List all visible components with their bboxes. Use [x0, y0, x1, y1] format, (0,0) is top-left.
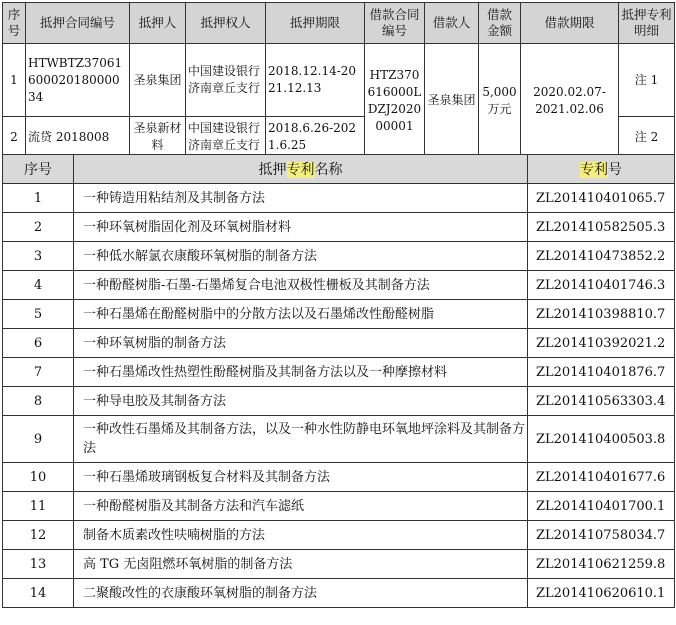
patent-number: ZL201410401065.7 — [528, 184, 675, 213]
patent-name: 制备木质素改性呋喃树脂的方法 — [74, 521, 528, 550]
patent-name: 一种酚醛树脂及其制备方法和汽车滤纸 — [74, 492, 528, 521]
row-contract-no: HTWBTZ3706160002018000034 — [26, 44, 130, 117]
patent-seq: 1 — [3, 184, 74, 213]
header-loan-contract-no: 借款合同编号 — [365, 3, 425, 44]
row-seq: 1 — [3, 44, 26, 117]
table-row — [3, 44, 675, 117]
patent-number: ZL201410392021.2 — [528, 329, 675, 358]
header-seq: 序号 — [3, 155, 74, 184]
row-pledge-period: 2018.12.14-2021.12.13 — [266, 44, 365, 117]
table-row — [3, 329, 675, 358]
row-pledgor: 圣泉集团 — [130, 44, 186, 117]
row-pledgee: 中国建设银行济南章丘支行 — [186, 44, 266, 117]
patent-name: 一种石墨烯玻璃钢板复合材料及其制备方法 — [74, 463, 528, 492]
patent-header-row — [3, 155, 675, 184]
header-pledgee: 抵押权人 — [186, 3, 266, 44]
row-detail: 注 1 — [619, 44, 675, 117]
header-pledgor: 抵押人 — [130, 3, 186, 44]
patent-name: 一种石墨烯在酚醛树脂中的分散方法以及石墨烯改性酚醛树脂 — [74, 300, 528, 329]
patent-seq: 13 — [3, 550, 74, 579]
pledge-header-row — [3, 3, 675, 44]
patent-seq: 6 — [3, 329, 74, 358]
patent-number: ZL201410401700.1 — [528, 492, 675, 521]
patent-table-body — [3, 184, 675, 608]
patent-number: ZL201410621259.8 — [528, 550, 675, 579]
shared-borrower: 圣泉集团 — [425, 44, 479, 158]
row-pledgee: 中国建设银行济南章丘支行 — [186, 117, 266, 158]
header-amount: 借款金额 — [479, 3, 521, 44]
patent-seq: 4 — [3, 271, 74, 300]
table-row — [3, 550, 675, 579]
patent-number: ZL201410758034.7 — [528, 521, 675, 550]
patent-number: ZL201410398810.7 — [528, 300, 675, 329]
header-detail: 抵押专利明细 — [619, 3, 675, 44]
table-row — [3, 271, 675, 300]
table-row — [3, 387, 675, 416]
table-row — [3, 521, 675, 550]
header-patent-name — [74, 155, 528, 184]
patent-seq: 3 — [3, 242, 74, 271]
patent-seq: 10 — [3, 463, 74, 492]
patent-name: 二聚酸改性的衣康酸环氧树脂的制备方法 — [74, 579, 528, 608]
table-row — [3, 242, 675, 271]
header-number-suffix: 号 — [608, 162, 622, 178]
patent-seq: 5 — [3, 300, 74, 329]
header-name-suffix: 名称 — [314, 162, 343, 178]
patent-seq: 12 — [3, 521, 74, 550]
patent-number: ZL201410401677.6 — [528, 463, 675, 492]
table-row — [3, 213, 675, 242]
row-pledgor: 圣泉新材料 — [130, 117, 186, 158]
header-loan-period: 借款期限 — [521, 3, 619, 44]
table-row — [3, 300, 675, 329]
table-row — [3, 416, 675, 463]
row-detail: 注 2 — [619, 117, 675, 158]
header-contract-no: 抵押合同编号 — [26, 3, 130, 44]
patent-name: 一种低水解氯衣康酸环氧树脂的制备方法 — [74, 242, 528, 271]
header-number-highlight: 专利 — [580, 162, 608, 178]
header-patent-number — [528, 155, 675, 184]
patent-name: 一种铸造用粘结剂及其制备方法 — [74, 184, 528, 213]
patent-seq: 14 — [3, 579, 74, 608]
table-row — [3, 184, 675, 213]
shared-amount: 5,000万元 — [479, 44, 521, 158]
patent-number: ZL201410401876.7 — [528, 358, 675, 387]
shared-loan-contract-no: HTZ370616000LDZJ202000001 — [365, 44, 425, 158]
table-row — [3, 358, 675, 387]
patent-name: 一种导电胶及其制备方法 — [74, 387, 528, 416]
patent-name: 一种石墨烯改性热塑性酚醛树脂及其制备方法以及一种摩擦材料 — [74, 358, 528, 387]
patent-seq: 8 — [3, 387, 74, 416]
pledge-contract-table — [2, 2, 675, 158]
shared-loan-period: 2020.02.07-2021.02.06 — [521, 44, 619, 158]
patent-seq: 9 — [3, 416, 74, 463]
patent-seq: 11 — [3, 492, 74, 521]
patent-name: 一种环氧树脂固化剂及环氧树脂材料 — [74, 213, 528, 242]
table-row — [3, 463, 675, 492]
row-seq: 2 — [3, 117, 26, 158]
header-name-prefix: 抵押 — [258, 162, 287, 178]
patent-name: 一种酚醛树脂-石墨-石墨烯复合电池双极性栅板及其制备方法 — [74, 271, 528, 300]
table-row — [3, 492, 675, 521]
patent-number: ZL201410582505.3 — [528, 213, 675, 242]
header-name-highlight: 专利 — [286, 162, 315, 178]
patent-seq: 2 — [3, 213, 74, 242]
patent-number: ZL201410401746.3 — [528, 271, 675, 300]
patent-name: 高 TG 无卤阻燃环氧树脂的制备方法 — [74, 550, 528, 579]
patent-number: ZL201410400503.8 — [528, 416, 675, 463]
header-borrower: 借款人 — [425, 3, 479, 44]
patent-number: ZL201410620610.1 — [528, 579, 675, 608]
patent-name: 一种环氧树脂的制备方法 — [74, 329, 528, 358]
header-seq: 序号 — [3, 3, 26, 44]
patent-table — [2, 154, 675, 608]
table-row — [3, 579, 675, 608]
patent-seq: 7 — [3, 358, 74, 387]
patent-name: 一种改性石墨烯及其制备方法，以及一种水性防静电环氧地坪涂料及其制备方法 — [74, 416, 528, 463]
row-contract-no: 流贷 2018008 — [26, 117, 130, 158]
header-pledge-period: 抵押期限 — [266, 3, 365, 44]
row-pledge-period: 2018.6.26-2021.6.25 — [266, 117, 365, 158]
patent-number: ZL201410563303.4 — [528, 387, 675, 416]
patent-number: ZL201410473852.2 — [528, 242, 675, 271]
